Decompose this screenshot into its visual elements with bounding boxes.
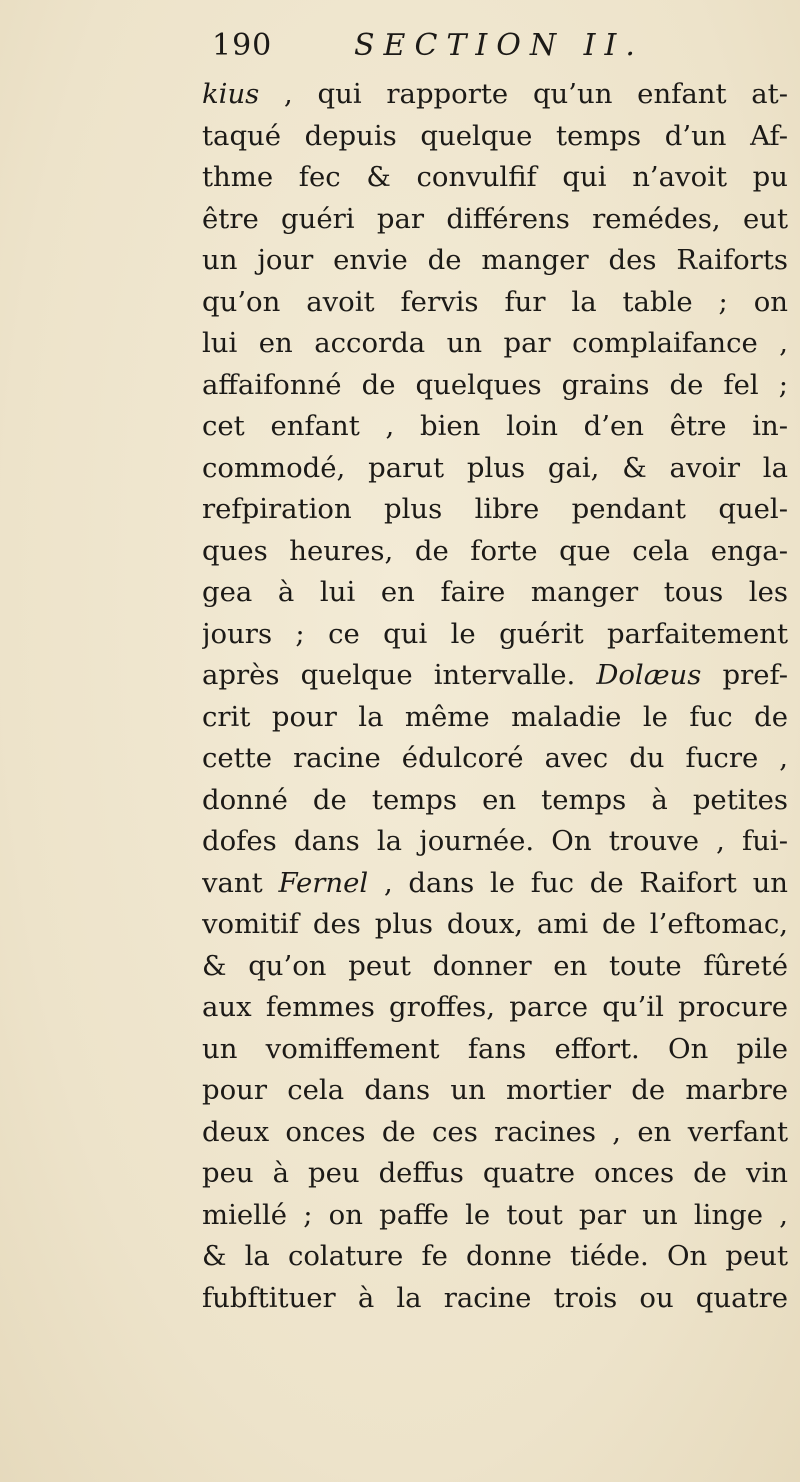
text-segment: commodé, parut plus gai, & avoir la bbox=[202, 451, 788, 484]
text-segment: & la colature fe donne tiéde. On peut bbox=[202, 1240, 788, 1272]
text-line bbox=[202, 946, 788, 988]
text-segment: qu’on avoit fervis fur la table ; on bbox=[202, 285, 788, 318]
text-line bbox=[202, 572, 788, 614]
text-segment: jours ; ce qui le guérit parfaitement bbox=[202, 617, 788, 650]
text-segment: dofes dans la journée. On trouve , fui- bbox=[202, 825, 788, 857]
text-line bbox=[202, 199, 788, 241]
text-segment: refpiration plus libre pendant quel- bbox=[202, 493, 788, 525]
text-line bbox=[202, 987, 788, 1029]
text-line bbox=[202, 116, 788, 158]
text-line bbox=[202, 240, 788, 282]
text-segment: aux femmes groffes, parce qu’il procure bbox=[202, 991, 788, 1023]
text-line bbox=[202, 1236, 788, 1278]
text-segment: , dans le fuc de Raifort un bbox=[368, 866, 788, 899]
text-line bbox=[202, 904, 788, 946]
text-segment: après quelque intervalle. bbox=[202, 659, 597, 691]
text-segment: deux onces de ces racines , en verfant bbox=[202, 1115, 788, 1148]
text-line bbox=[202, 531, 788, 573]
text-line bbox=[202, 406, 788, 448]
text-line bbox=[202, 655, 788, 697]
text-line bbox=[202, 157, 788, 199]
text-segment: un vomiffement fans effort. On pile bbox=[202, 1032, 788, 1065]
text-line bbox=[202, 1112, 788, 1154]
text-segment: taqué depuis quelque temps d’un Af- bbox=[202, 119, 788, 152]
text-segment: miellé ; on paffe le tout par un linge , bbox=[202, 1198, 788, 1231]
text-segment: cet enfant , bien loin d’en être in- bbox=[202, 410, 788, 442]
text-line bbox=[202, 738, 788, 780]
italic-text: kius bbox=[202, 78, 260, 110]
text-line bbox=[202, 365, 788, 407]
text-segment: fubftituer à la racine trois ou quatre bbox=[202, 1281, 788, 1314]
text-line bbox=[202, 448, 788, 490]
text-segment: affaifonné de quelques grains de fel ; bbox=[202, 368, 788, 401]
text-line bbox=[202, 282, 788, 324]
text-line bbox=[202, 821, 788, 863]
text-line bbox=[202, 1195, 788, 1237]
text-segment: , qui rapporte qu’un enfant at- bbox=[259, 78, 788, 110]
text-segment: vomitif des plus doux, ami de l’eftomac, bbox=[202, 908, 788, 940]
text-line bbox=[202, 614, 788, 656]
text-segment: un jour envie de manger des Raiforts bbox=[202, 244, 788, 276]
running-head: SECTION II. bbox=[354, 28, 644, 63]
page-number: 190 bbox=[212, 28, 273, 63]
text-line bbox=[202, 1278, 788, 1320]
text-line bbox=[202, 863, 788, 905]
text-line bbox=[202, 1029, 788, 1071]
italic-text: Dolæus bbox=[596, 659, 702, 691]
text-segment: peu à peu deffus quatre onces de vin bbox=[202, 1157, 788, 1189]
text-segment: crit pour la même maladie le fuc de bbox=[202, 700, 788, 733]
text-line bbox=[202, 697, 788, 739]
text-segment: ques heures, de forte que cela enga- bbox=[202, 534, 788, 567]
text-line bbox=[202, 74, 788, 116]
text-segment: pref- bbox=[701, 659, 788, 691]
text-segment: donné de temps en temps à petites bbox=[202, 783, 788, 816]
body-text bbox=[202, 74, 788, 1319]
text-segment: vant bbox=[202, 866, 279, 899]
text-line bbox=[202, 323, 788, 365]
page-header bbox=[212, 28, 772, 68]
text-line bbox=[202, 489, 788, 531]
text-segment: pour cela dans un mortier de marbre bbox=[202, 1074, 788, 1106]
text-segment: être guéri par différens remédes, eut bbox=[202, 202, 788, 235]
text-segment: gea à lui en faire manger tous les bbox=[202, 576, 788, 608]
italic-text: Fernel bbox=[278, 866, 369, 899]
text-line bbox=[202, 1070, 788, 1112]
text-line bbox=[202, 1153, 788, 1195]
text-segment: & qu’on peut donner en toute fûreté bbox=[202, 949, 788, 982]
text-segment: lui en accorda un par complaifance , bbox=[202, 327, 788, 359]
text-segment: cette racine édulcoré avec du fucre , bbox=[202, 742, 788, 774]
text-line bbox=[202, 780, 788, 822]
text-segment: thme fec & convulfif qui n’avoit pu bbox=[202, 161, 788, 193]
